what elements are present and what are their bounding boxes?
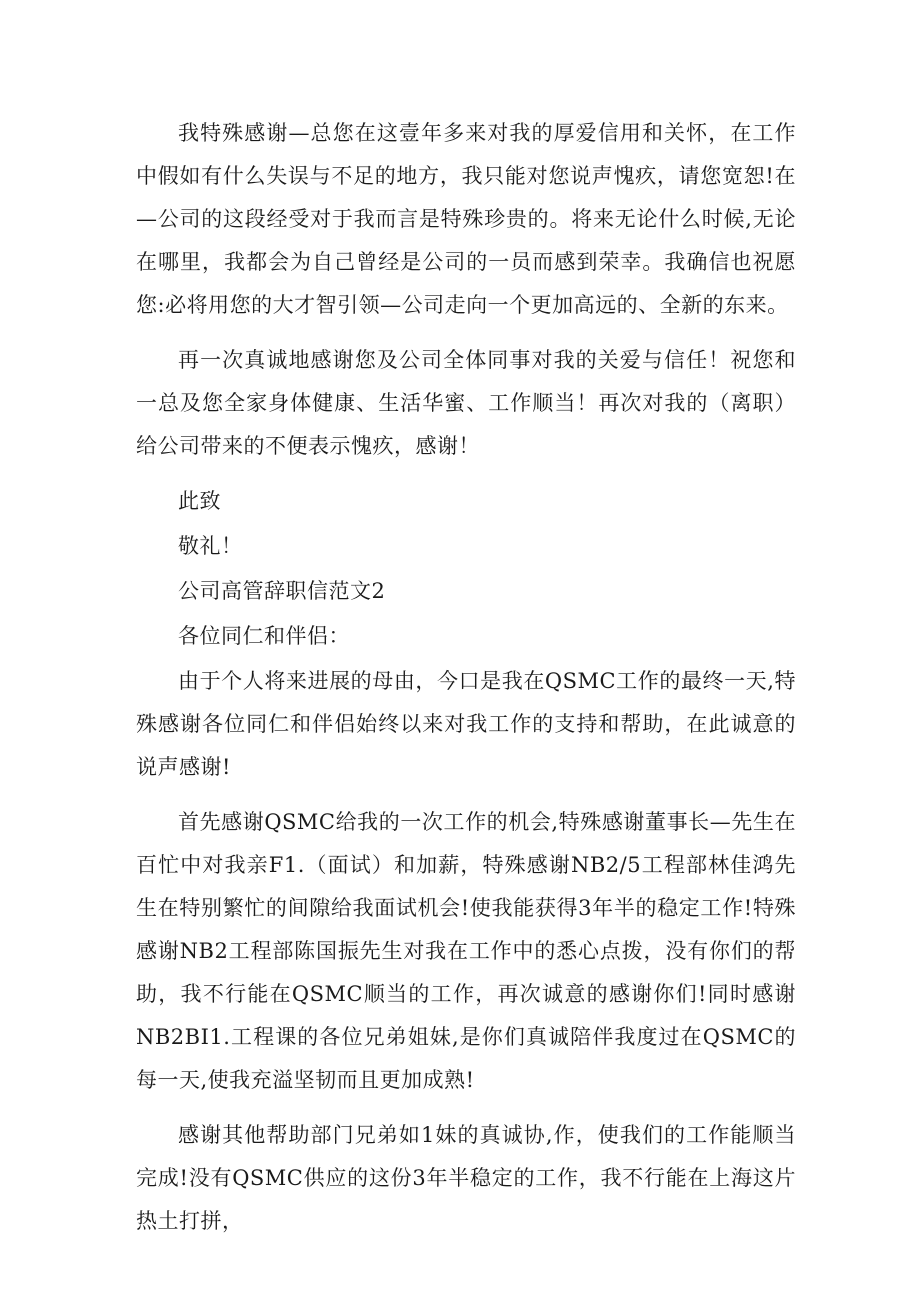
paragraph-thanks-manager: 我特殊感谢—总您在这壹年多来对我的厚爱信用和关怀，在工作中假如有什么失误与不足的地方，我只能对您说声愧疚，请您宽恕!在—公司的这段经受对于我而言是特殊珍贵的。将来无论什么时候,无论在哪里，我都会为自己曾经是公司的一员而感到荣幸。我确信也祝愿您:必将用您的大才智引领—公司走向一个更加高远的、全新的东来。 xyxy=(136,121,796,317)
section-title-sample-2: 公司高管辞职信范文2 xyxy=(178,579,386,603)
closing-cizhi: 此致 xyxy=(178,489,221,513)
paragraph-thanks-qsmc: 首先感谢QSMC给我的一次工作的机会,特殊感谢董事长—先生在百忙中对我亲F1.（面试）和加薪，特殊感谢NB2/5工程部林佳鸿先生在特别繁忙的间隙给我面试机会!使我能获得3年半的稳定工作!特殊感谢NB2工程部陈国振先生对我在工作中的悉心点拨，没有你们的帮助，我不行能在QSMC顺当的工作，再次诚意的感谢你们!同时感谢NB2BI1.工程课的各位兄弟姐妹,是你们真诚陪伴我度过在QSMC的每一天,使我充溢坚韧而且更加成熟! xyxy=(136,810,796,1092)
paragraph-thanks-support-departments: 感谢其他帮助部门兄弟如1妹的真诚协,作，使我们的工作能顺当完成!没有QSMC供应的这份3年半稳定的工作，我不行能在上海这片热土打拼， xyxy=(136,1123,796,1233)
paragraph-thanks-again: 再一次真诚地感谢您及公司全体同事对我的关爱与信任！祝您和一总及您全家身体健康、生活华蜜、工作顺当！再次对我的（离职）给公司带来的不便表示愧疚，感谢！ xyxy=(136,348,796,458)
closing-jingli: 敬礼！ xyxy=(178,534,243,558)
paragraph-last-day: 由于个人将来进展的母由，今口是我在QSMC工作的最终一天,特殊感谢各位同仁和伴侣始终以来对我工作的支持和帮助，在此诚意的说声感谢! xyxy=(136,669,796,779)
greeting-colleagues: 各位同仁和伴侣： xyxy=(178,624,350,648)
document-body xyxy=(136,112,796,1255)
